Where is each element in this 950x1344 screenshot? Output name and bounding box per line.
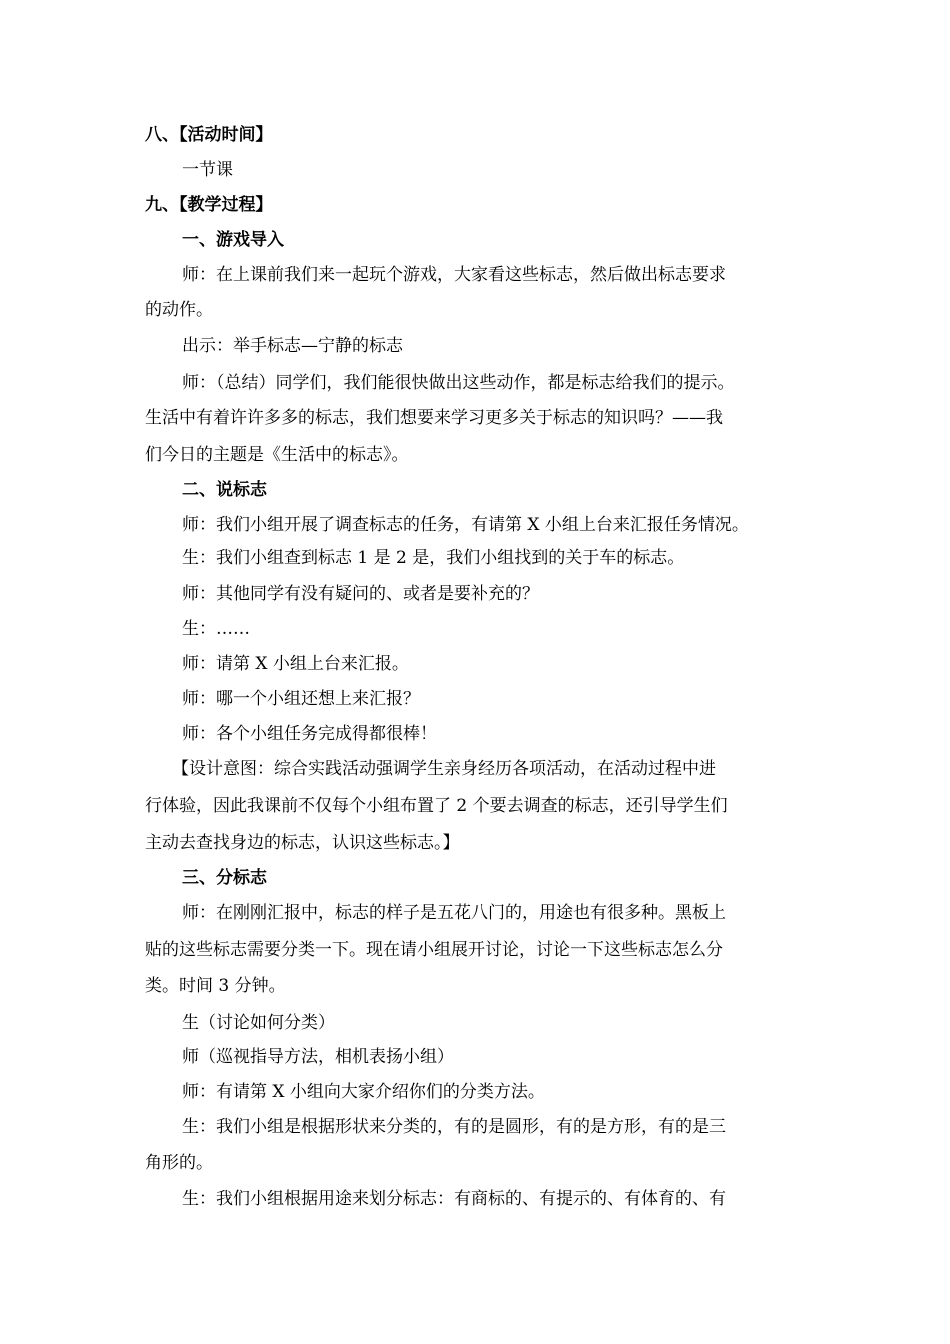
paragraph-line: 的动作。: [145, 300, 213, 320]
paragraph-line: 师：请第 X 小组上台来汇报。: [182, 654, 409, 674]
paragraph-line: 出示：举手标志—宁静的标志: [182, 336, 403, 356]
paragraph-line: 师：我们小组开展了调查标志的任务，有请第 X 小组上台来汇报任务情况。: [182, 515, 749, 535]
paragraph-line: 们今日的主题是《生活中的标志》。: [145, 445, 409, 465]
section-heading-activity-time: 八、【活动时间】: [145, 125, 273, 145]
paragraph-line: 生：……: [182, 619, 250, 639]
paragraph-line: 贴的这些标志需要分类一下。现在请小组展开讨论，讨论一下这些标志怎么分: [145, 940, 723, 960]
paragraph-line: 生：我们小组是根据形状来分类的，有的是圆形，有的是方形，有的是三: [182, 1117, 726, 1137]
paragraph-line: 行体验，因此我课前不仅每个小组布置了 2 个要去调查的标志，还引导学生们: [145, 796, 728, 816]
paragraph-line: 生：我们小组查到标志 1 是 2 是，我们小组找到的关于车的标志。: [182, 548, 685, 568]
paragraph-line: 【设计意图：综合实践活动强调学生亲身经历各项活动，在活动过程中进: [172, 759, 716, 779]
paragraph-line: 师：（总结）同学们，我们能很快做出这些动作，都是标志给我们的提示。: [182, 373, 735, 393]
section-heading-teaching-process: 九、【教学过程】: [145, 195, 273, 215]
paragraph-line: 师：有请第 X 小组向大家介绍你们的分类方法。: [182, 1082, 545, 1102]
paragraph-line: 师（巡视指导方法，相机表扬小组）: [182, 1047, 454, 1067]
subsection-heading-classify-signs: 三、分标志: [182, 868, 267, 888]
paragraph-line: 师：在上课前我们来一起玩个游戏，大家看这些标志，然后做出标志要求: [182, 265, 726, 285]
paragraph-line: 师：其他同学有没有疑问的、或者是要补充的？: [182, 584, 539, 604]
paragraph-line: 师：在刚刚汇报中，标志的样子是五花八门的，用途也有很多种。黑板上: [182, 903, 726, 923]
subsection-heading-game-intro: 一、游戏导入: [182, 230, 284, 250]
paragraph-line: 角形的。: [145, 1153, 213, 1173]
paragraph-line: 师：各个小组任务完成得都很棒！: [182, 724, 437, 744]
paragraph-line: 生（讨论如何分类）: [182, 1013, 335, 1033]
paragraph-line: 一节课: [182, 160, 233, 180]
paragraph-line: 生活中有着许许多多的标志，我们想要来学习更多关于标志的知识吗？——我: [145, 408, 723, 428]
paragraph-line: 生：我们小组根据用途来划分标志：有商标的、有提示的、有体育的、有: [182, 1189, 726, 1209]
paragraph-line: 类。时间 3 分钟。: [145, 976, 286, 996]
subsection-heading-talk-signs: 二、说标志: [182, 480, 267, 500]
paragraph-line: 师：哪一个小组还想上来汇报？: [182, 689, 420, 709]
paragraph-line: 主动去查找身边的标志，认识这些标志。】: [145, 833, 460, 853]
